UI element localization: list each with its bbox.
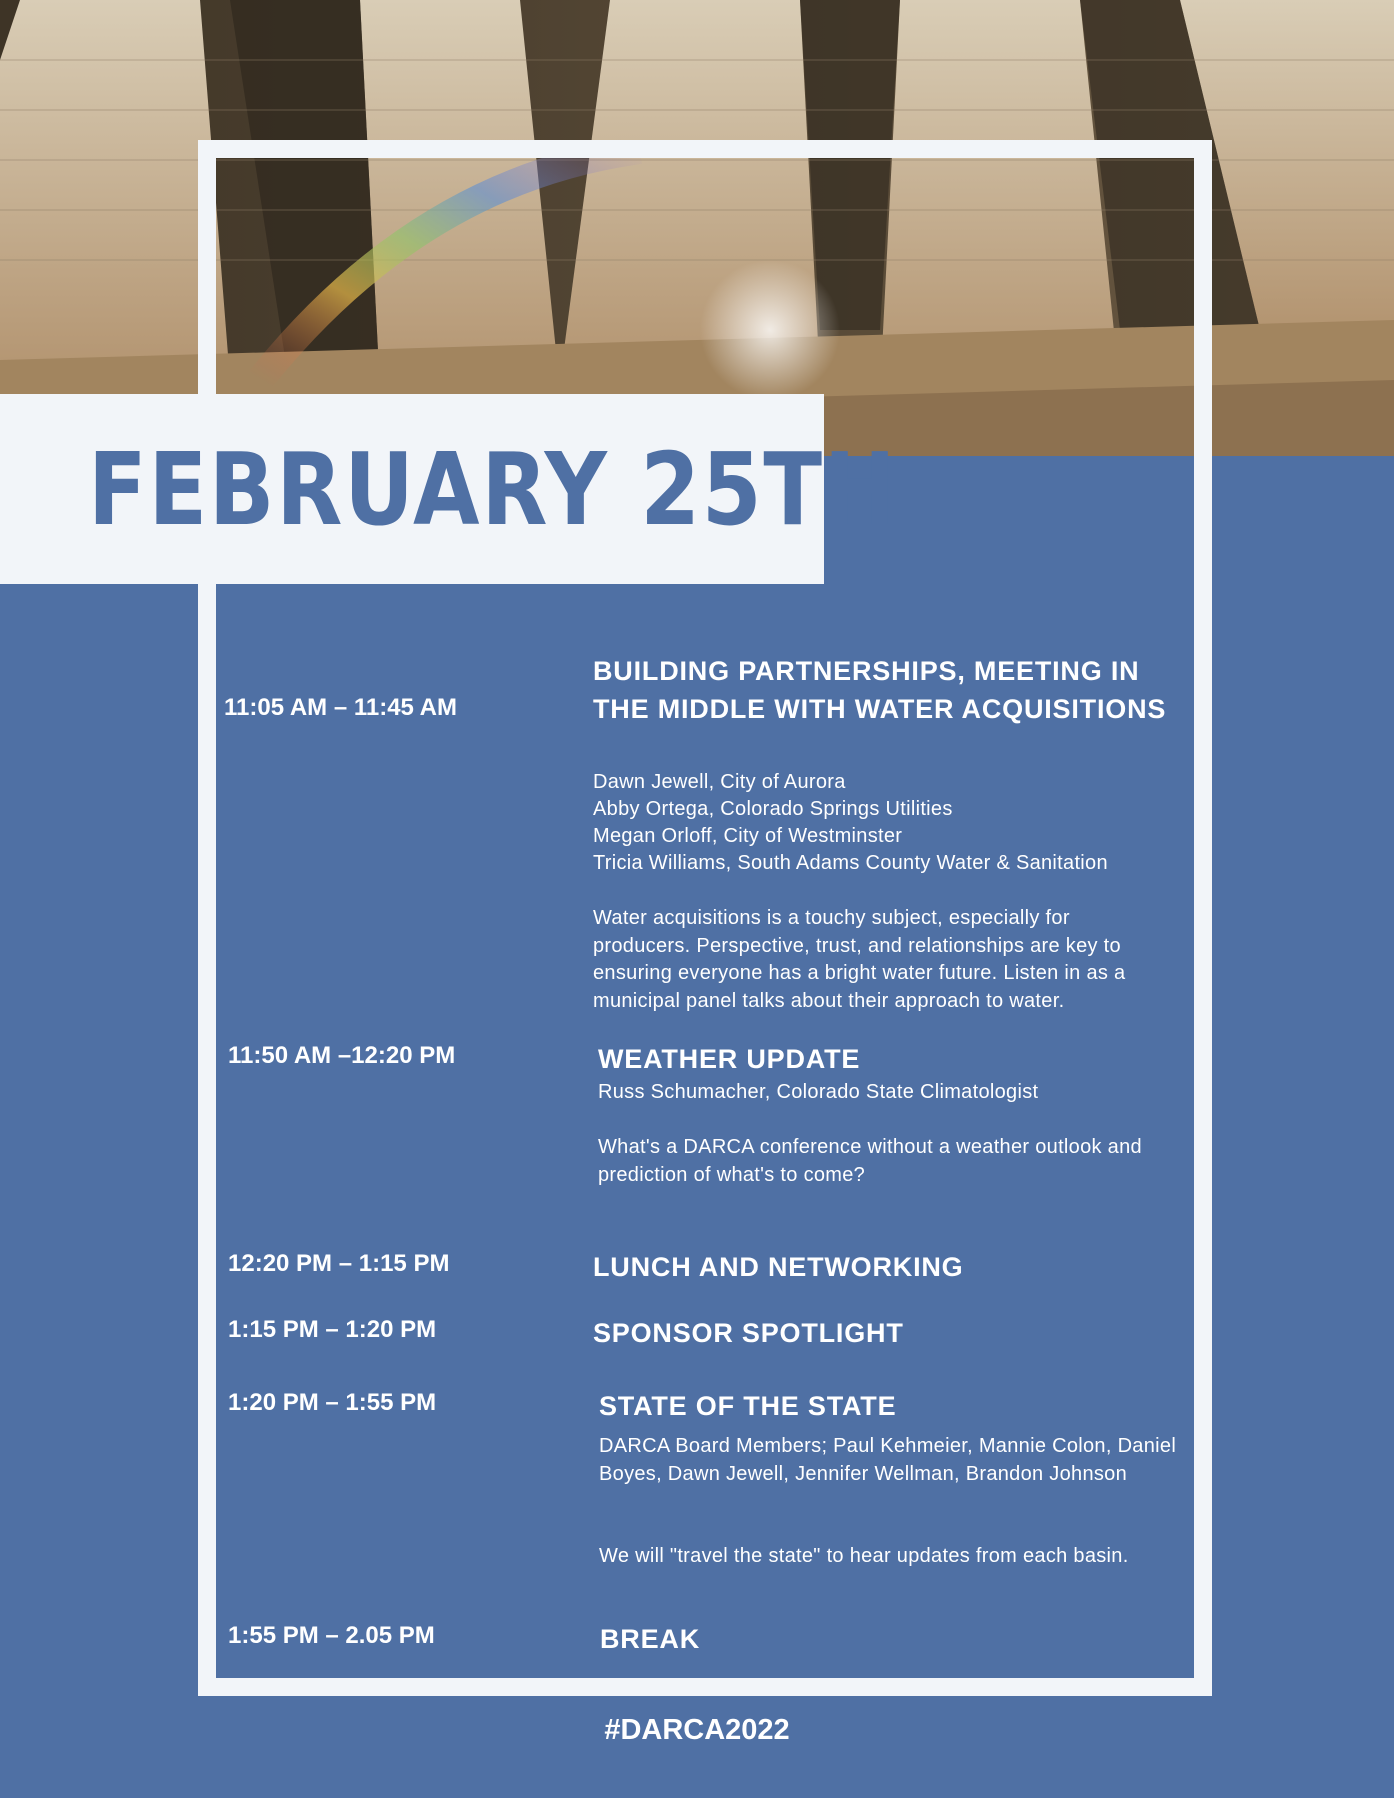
page-title: FEBRUARY 25TH <box>88 431 898 548</box>
session-title: STATE OF THE STATE <box>599 1391 897 1421</box>
session-time: 12:20 PM – 1:15 PM <box>228 1250 450 1277</box>
session-title: BUILDING PARTNERSHIPS, MEETING IN THE MIDDLE WITH WATER ACQUISITIONS <box>593 656 1167 724</box>
session-description: Water acquisitions is a touchy subject, especially for producers. Perspective, trust, and relationships are key to ensuring everyone has a bright water future. Listen in as a municipal panel talks about their approach to water. <box>593 907 1126 1012</box>
session-speaker: Megan Orloff, City of Westminster <box>593 825 903 847</box>
session-speaker: Abby Ortega, Colorado Springs Utilities <box>593 798 953 820</box>
session-time: 11:50 AM –12:20 PM <box>228 1042 456 1069</box>
session-title: WEATHER UPDATE <box>598 1044 861 1074</box>
session-speaker: Russ Schumacher, Colorado State Climatologist <box>598 1081 1039 1103</box>
session-description: We will "travel the state" to hear updates from each basin. <box>599 1545 1129 1567</box>
session-speaker: Dawn Jewell, City of Aurora <box>593 771 846 793</box>
session-time: 1:15 PM – 1:20 PM <box>228 1316 437 1343</box>
session-time: 1:55 PM – 2.05 PM <box>228 1622 435 1649</box>
session-time: 1:20 PM – 1:55 PM <box>228 1389 437 1416</box>
hashtag: #DARCA2022 <box>604 1714 790 1746</box>
session-description: What's a DARCA conference without a weather outlook and prediction of what's to come? <box>598 1136 1142 1186</box>
session-speaker: DARCA Board Members; Paul Kehmeier, Mannie Colon, Daniel Boyes, Dawn Jewell, Jennifer Wellman, Brandon Johnson <box>599 1435 1177 1485</box>
session-title: SPONSOR SPOTLIGHT <box>593 1318 904 1348</box>
session-title: BREAK <box>600 1624 701 1654</box>
session-speaker: Tricia Williams, South Adams County Water & Sanitation <box>593 852 1108 874</box>
session-title: LUNCH AND NETWORKING <box>593 1252 964 1282</box>
session-time: 11:05 AM – 11:45 AM <box>224 694 458 721</box>
